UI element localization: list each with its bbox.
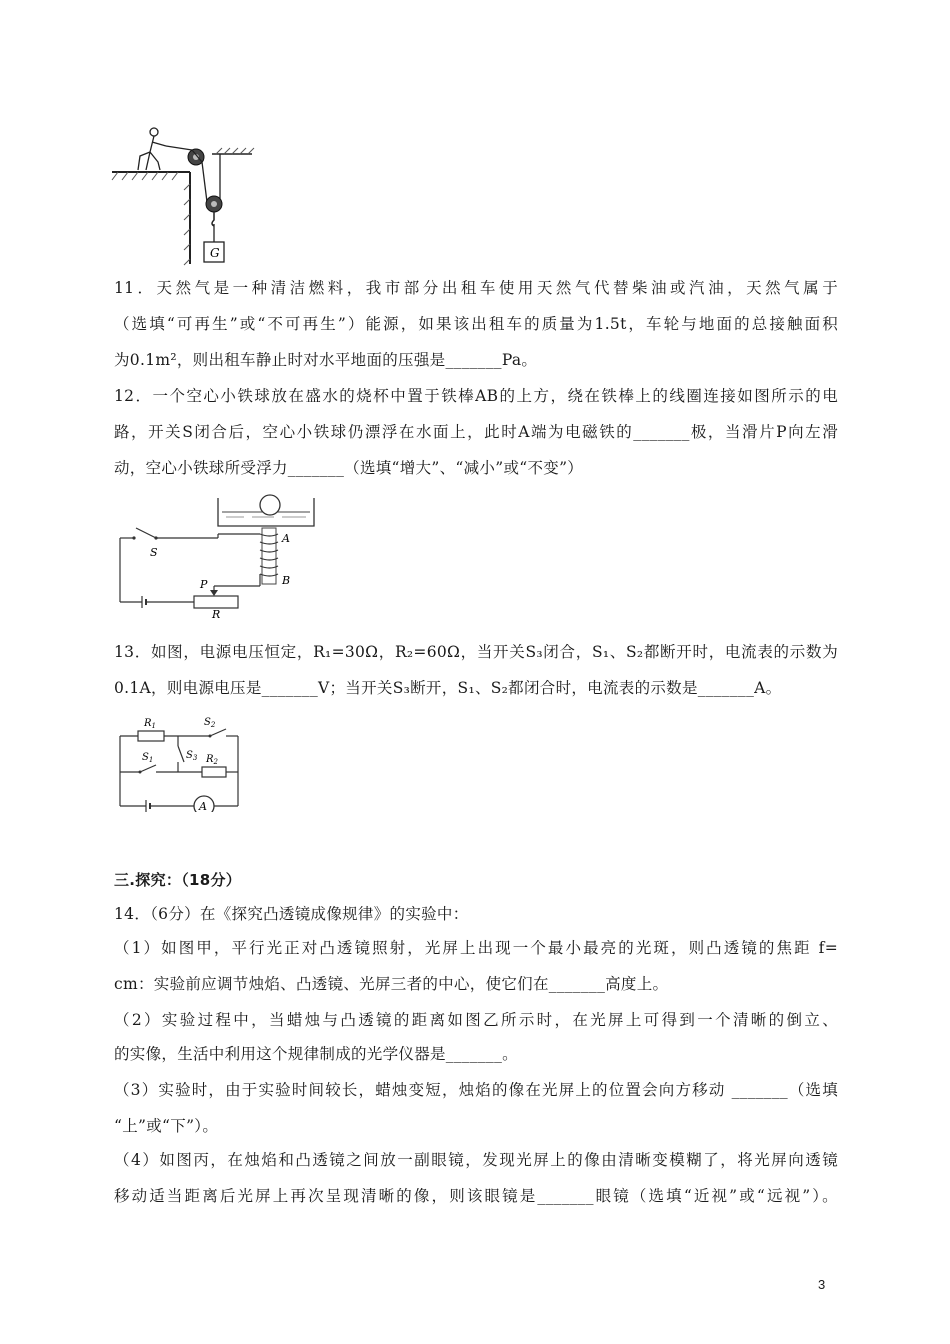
q11-line2: （选填“可再生”或“不可再生”）能源，如果该出租车的质量为1.5t，车轮与地面的总接触面积	[114, 315, 838, 333]
s2-label: $S_2$	[204, 717, 216, 729]
q14-line5: （3）实验时，由于实验时间较长，蜡烛变短，烛焰的像在光屏上的位置会向方移动 _______（选填	[114, 1081, 838, 1099]
electromagnet-diagram	[114, 490, 324, 620]
q12-line3: 动，空心小铁球所受浮力_______（选填“增大”、“减小”或“不变”）	[114, 459, 584, 477]
q12-line1: 12．一个空心小铁球放在盛水的烧杯中置于铁棒AB的上方，绕在铁棒上的线圈连接如图所示的电	[114, 387, 838, 405]
q11-line3: 为0.1m²，则出租车静止时对水平地面的压强是_______Pa。	[114, 351, 538, 369]
circuit-figure	[114, 712, 248, 812]
rheostat-label: R	[212, 608, 221, 620]
q14-line8: 移动适当距离后光屏上再次呈现清晰的像，则该眼镜是_______眼镜（选填“近视”或“远视”）。	[114, 1187, 838, 1205]
slider-p-label: P	[200, 578, 208, 591]
pulley-diagram	[110, 124, 260, 266]
q12-line2: 路，开关S闭合后，空心小铁球仍漂浮在水面上，此时A端为电磁铁的_______极，当滑片P向左滑	[114, 423, 838, 441]
electromagnet-figure	[114, 490, 324, 620]
q14-line0: 14．（6分）在《探究凸透镜成像规律》的实验中：	[114, 905, 469, 923]
q14-line3: （2）实验过程中，当蜡烛与凸透镜的距离如图乙所示时，在光屏上可得到一个清晰的倒立、	[114, 1011, 838, 1029]
q11-line1: 11．天然气是一种清洁燃料，我市部分出租车使用天然气代替柴油或汽油，天然气属于	[114, 279, 838, 297]
s3-label: $S_3$	[186, 750, 198, 762]
r1-label: $R_1$	[144, 718, 156, 730]
pulley-figure	[110, 124, 260, 266]
q13-line1: 13．如图，电源电压恒定，R₁=30Ω，R₂=60Ω，当开关S₃闭合，S₁、S₂都断开时，电流表的示数为	[114, 643, 838, 661]
ammeter-label: A	[199, 800, 207, 812]
q14-line2: cm：实验前应调节烛焰、凸透镜、光屏三者的中心，使它们在_______高度上。	[114, 975, 669, 993]
end-b-label: B	[282, 574, 291, 587]
s1-label: $S_1$	[142, 752, 154, 764]
q14-line7: （4）如图丙，在烛焰和凸透镜之间放一副眼镜，发现光屏上的像由清晰变模糊了，将光屏向透镜	[114, 1151, 838, 1169]
q13-line2: 0.1A，则电源电压是_______V；当开关S₃断开，S₁、S₂都闭合时，电流表的示数是_______A。	[114, 679, 782, 697]
section-3-title: 三.探究：（18分）	[114, 871, 242, 889]
end-a-label: A	[282, 532, 290, 545]
q14-line1: （1）如图甲，平行光正对凸透镜照射，光屏上出现一个最小最亮的光斑，则凸透镜的焦距 f=	[114, 939, 838, 957]
q14-line4: 的实像，生活中利用这个规律制成的光学仪器是_______。	[114, 1045, 518, 1063]
q14-line6: “上”或“下”）。	[114, 1117, 219, 1135]
circuit-diagram	[114, 712, 248, 812]
r2-label: $R_2$	[206, 754, 218, 766]
page-number: 3	[818, 1277, 826, 1292]
load-label: G	[210, 246, 220, 260]
switch-s-label: S	[150, 546, 158, 559]
